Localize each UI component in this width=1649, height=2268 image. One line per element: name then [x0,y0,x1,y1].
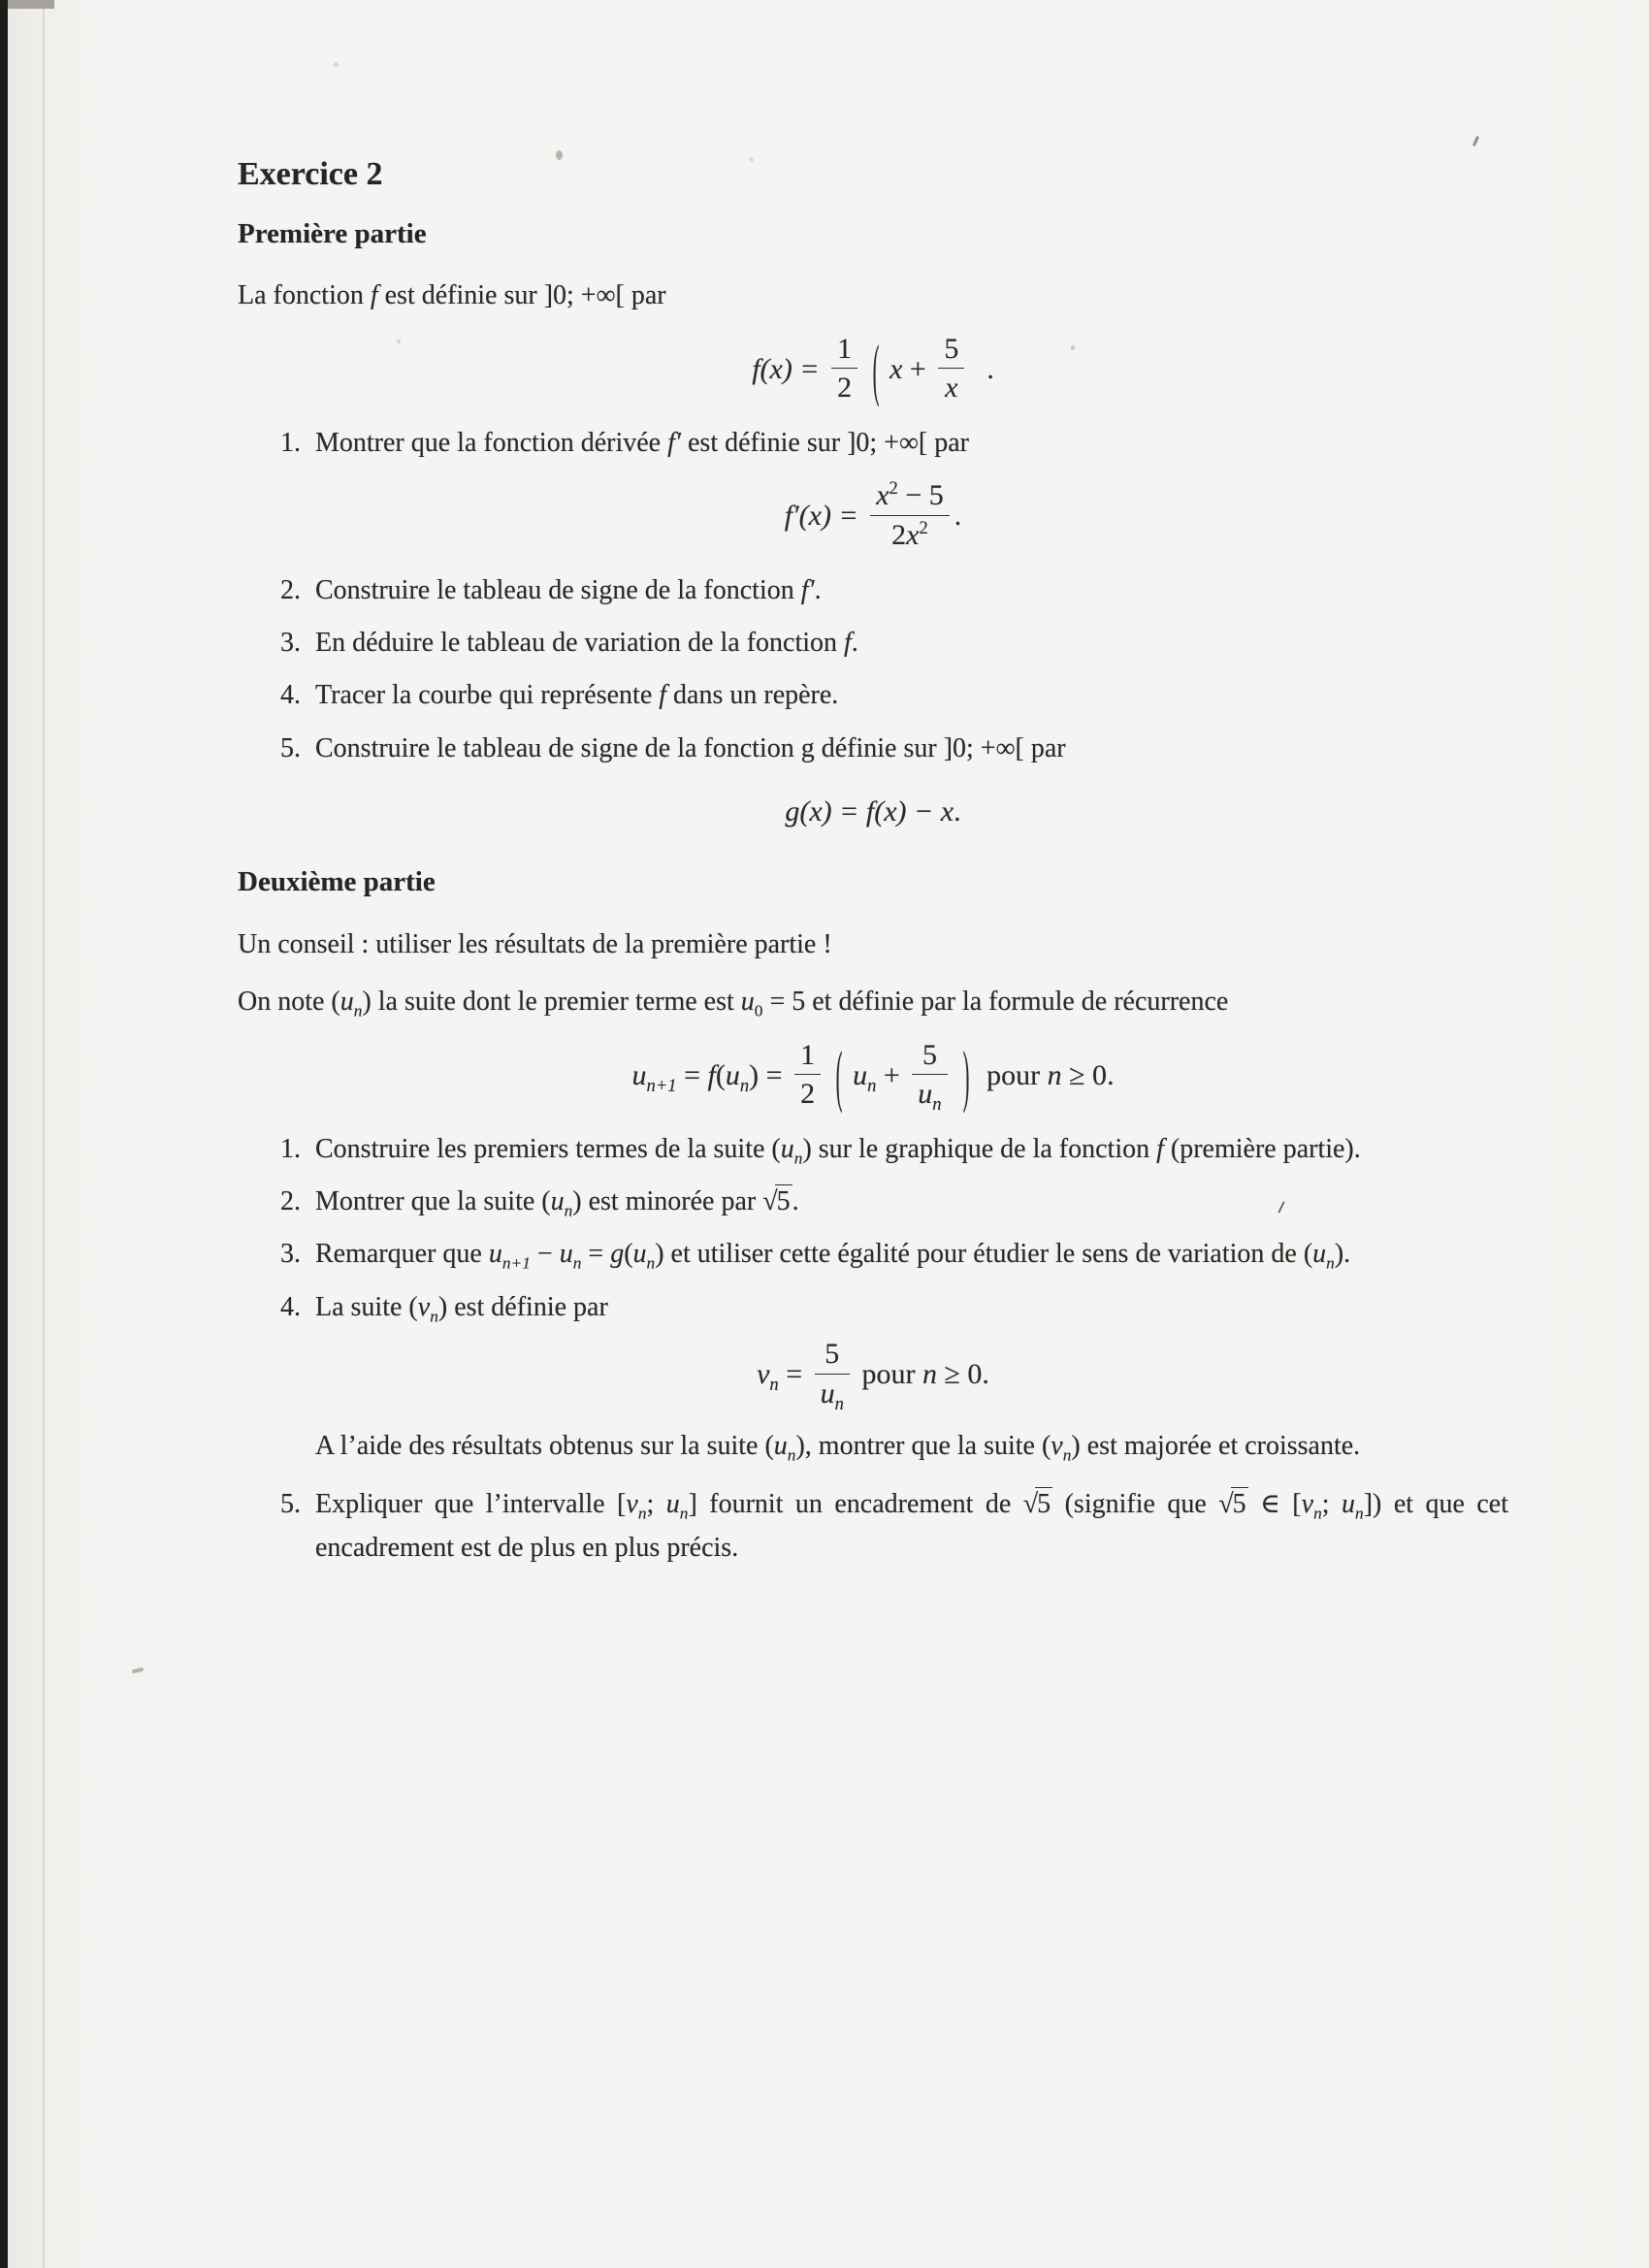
text-run: Remarquer que [315,1239,489,1270]
text-run: ) sur le graphique de la fonction [802,1133,1157,1164]
equals: = [778,1358,810,1391]
math-var-f: f [370,280,378,311]
math-var-v: v [757,1358,770,1391]
text-run: ) et utiliser cette égalité pour étudier le sens de variation de ( [655,1239,1313,1270]
item-text [315,1482,1508,1571]
math-var-x: x [876,479,889,512]
item-text [315,1232,1508,1276]
formula-vn [238,1338,1508,1414]
math-var-f: f [844,627,852,658]
denominator: x [938,368,964,405]
subscript-n: n [679,1504,689,1523]
exponent: 2 [889,478,898,500]
left-paren: ( [872,333,880,409]
subscript-n: n [1313,1504,1322,1523]
radicand: 5 [1037,1488,1051,1519]
equals: = [676,1058,708,1091]
item-text [315,421,1508,465]
math-var-x: x [906,518,920,551]
math-var-u: u [725,1058,740,1091]
subscript-n: n [1062,1445,1072,1465]
list-item-4 [238,1285,1508,1329]
math-var-fprime: f′ [667,427,681,458]
math-var-f: f [659,680,667,711]
subscript-n: n [867,1075,877,1096]
text-run: . [814,574,822,605]
denominator: 2 [794,1074,821,1111]
item-text [315,568,1508,612]
math-lhs: f′(x) = [784,500,866,533]
subscript-n: n [769,1375,779,1396]
numerator: 1 [800,1038,816,1071]
fraction-five-over-un [815,1338,850,1414]
radicand: 5 [776,1186,791,1217]
equals: ) = [749,1058,791,1091]
text-run: est définie sur ]0; +∞[ par [681,427,969,458]
math-var-u0: u [740,987,755,1018]
math-var-u: u [773,1431,788,1462]
left-paren: ( [835,1039,843,1115]
text-run: . [851,627,858,658]
text-run: pour [979,1058,1048,1091]
sqrt-symbol: √ [762,1186,778,1217]
math-var-u: u [780,1133,794,1164]
text-run: ]) et que cet encadrement est de plus en plus précis. [315,1488,1509,1564]
subscript-n: n [572,1254,582,1274]
numerator [870,479,950,515]
text-run: ) est définie par [437,1291,608,1322]
subscript-n: n [646,1254,656,1274]
math-var-u: u [550,1186,565,1217]
text-run: ] fournit un encadrement de [688,1488,1023,1519]
exercise-content [238,155,1508,1570]
math-var-u: u [340,987,354,1018]
math-var-u: u [665,1488,680,1519]
item-text [315,1127,1508,1171]
period: . [986,352,994,385]
text-run: Tracer la courbe qui représente [315,680,660,711]
fraction-derivative [870,479,950,551]
plus-sign: + [902,352,934,385]
math-var-u: u [488,1239,502,1270]
item-number: 3. [280,1239,301,1270]
text-run: Construire les premiers termes de la suite ( [315,1133,781,1164]
separator: ; [1321,1488,1342,1519]
period: . [792,1186,799,1217]
coefficient: 2 [891,518,907,551]
math-var-v: v [1301,1488,1314,1519]
exponent: 2 [919,517,928,538]
text-run: ), montrer que la suite ( [795,1431,1051,1462]
item-4-continuation [238,1424,1508,1468]
math-var-x: x [889,352,903,385]
left-paren: ( [624,1239,633,1270]
math-var-u: u [853,1058,868,1091]
text-run: Montrer que la suite ( [315,1186,551,1217]
text-run: est définie sur ]0; +∞[ par [377,280,666,311]
scan-corner-mark [8,0,54,9]
text-run: Construire le tableau de signe de la fonction g définie sur ]0; +∞[ par [315,732,1066,763]
formula-g-of-x [238,794,1508,830]
item-number: 5. [280,732,301,763]
math-var-g: g [610,1239,625,1270]
element-of: ∈ [ [1247,1488,1302,1519]
text-run: La fonction [238,280,371,311]
math-var-u: u [631,1058,647,1091]
sqrt-symbol: √ [1218,1488,1234,1519]
subscript-n-plus-1: n+1 [646,1075,677,1096]
right-paren: ) [962,1039,969,1115]
fraction-one-half [831,333,857,405]
denominator [870,515,950,552]
item-number: 1. [280,1133,301,1164]
period: . [954,500,962,533]
denominator: 2 [831,368,857,405]
subscript-n: n [932,1094,942,1116]
item-number: 2. [280,574,301,605]
numerator: 5 [824,1338,840,1371]
subscript-n: n [1355,1504,1364,1523]
subscript-n: n [1326,1254,1335,1274]
math-var-n: n [1047,1058,1062,1091]
text-run: ) la suite dont le premier terme est [362,987,741,1018]
text-run: En déduire le tableau de variation de la fonction [315,627,845,658]
numerator: 5 [944,332,959,365]
scan-speck [334,62,339,67]
math-var-v: v [417,1291,431,1322]
part1-heading: Première partie [238,218,427,250]
sqrt-symbol: √ [1022,1488,1039,1519]
denominator [815,1374,850,1414]
fraction-one-half [794,1039,821,1111]
math-var-u: u [632,1239,647,1270]
part2-heading: Deuxième partie [238,866,436,898]
fraction-five-over-un [912,1038,947,1116]
subscript-n-plus-1: n+1 [501,1254,531,1274]
list-item-3 [238,1232,1508,1276]
item-text [315,673,1508,717]
item-number: 5. [280,1488,301,1519]
math-body: g(x) = f(x) − x [785,794,954,827]
formula-recurrence [238,1038,1508,1116]
item-text [315,727,1508,770]
exercise-title: Exercice 2 [238,156,383,192]
scan-edge [0,0,8,2268]
minus-sign: − [530,1239,560,1270]
math-var-v: v [626,1488,638,1519]
subscript-n: n [564,1201,573,1220]
subscript-n: n [637,1504,647,1523]
text-run: Expliquer que l’intervalle [ [315,1488,627,1519]
subscript-n: n [793,1149,803,1168]
part1-list [238,421,1508,770]
condition: ≥ 0 [936,1358,983,1391]
text-run: dans un repère. [666,680,839,711]
math-var-f: f [1156,1133,1164,1164]
math-lhs: f(x) = [752,352,827,385]
text-run: = 5 et définie par la formule de récurrence [762,987,1229,1018]
math-var-u: u [559,1239,573,1270]
math-var-u: u [918,1078,933,1111]
math-var-u: u [820,1377,835,1409]
period: . [1107,1058,1115,1091]
list-item-5 [238,727,1508,770]
math-var-f: f [707,1058,716,1091]
list-item-3 [238,621,1508,664]
item-text [315,1180,1508,1223]
subscript-n: n [787,1445,796,1465]
equals: = [581,1239,611,1270]
left-paren: ( [715,1058,726,1091]
list-item-2 [238,1180,1508,1223]
text-run: − 5 [897,479,944,512]
radicand: 5 [1232,1488,1246,1519]
text-run: Montrer que la fonction dérivée [315,427,668,458]
condition: ≥ 0 [1061,1058,1108,1091]
text-run: ). [1334,1239,1351,1270]
text-run: Construire le tableau de signe de la fonction [315,574,801,605]
text-run: (première partie). [1163,1133,1361,1164]
numerator: 5 [922,1038,937,1071]
scan-speck [132,1668,145,1674]
math-var-u: u [1342,1488,1356,1519]
scan-speck [1472,136,1479,146]
item-number: 2. [280,1186,301,1217]
list-item-1 [238,421,1508,465]
text-run: (signifie que [1052,1488,1219,1519]
plus-sign: + [876,1058,908,1091]
item-number: 3. [280,627,301,658]
text-run: ) est majorée et croissante. [1071,1431,1361,1462]
period: . [954,794,961,827]
list-item-5 [238,1482,1508,1571]
text-run: On note ( [238,987,340,1018]
denominator [912,1074,947,1116]
text-run: A l’aide des résultats obtenus sur la suite ( [315,1431,774,1462]
subscript-n: n [430,1307,438,1326]
list-item-1 [238,1127,1508,1171]
item-number: 4. [280,1291,301,1322]
text-run: pour [854,1358,922,1391]
item-number: 4. [280,680,301,711]
text-run: ) est minorée par [572,1186,763,1217]
part2-list [238,1127,1508,1571]
list-item-4 [238,673,1508,717]
paper-seam [43,0,45,2268]
formula-f-prime [238,478,1508,554]
part2-note [238,980,1508,1023]
fraction-five-over-x [938,333,964,405]
item-text [315,1285,1508,1329]
period: . [982,1358,989,1391]
subscript-n: n [739,1075,750,1096]
formula-f-of-x [238,332,1508,409]
separator: ; [646,1488,666,1519]
math-var-fprime: f′ [800,574,815,605]
math-var-v: v [1051,1431,1063,1462]
math-var-u: u [1312,1239,1327,1270]
item-number: 1. [280,427,301,458]
math-var-n: n [922,1358,937,1391]
subscript-n: n [353,1001,363,1021]
list-item-2 [238,568,1508,612]
subscript-n: n [834,1393,844,1414]
part2-advice: Un conseil : utiliser les résultats de la première partie ! [238,928,832,959]
numerator: 1 [837,332,853,365]
text-run: La suite ( [315,1291,418,1322]
subscript-0: 0 [754,1001,763,1021]
item-text [315,621,1508,664]
part1-intro [238,274,1508,317]
